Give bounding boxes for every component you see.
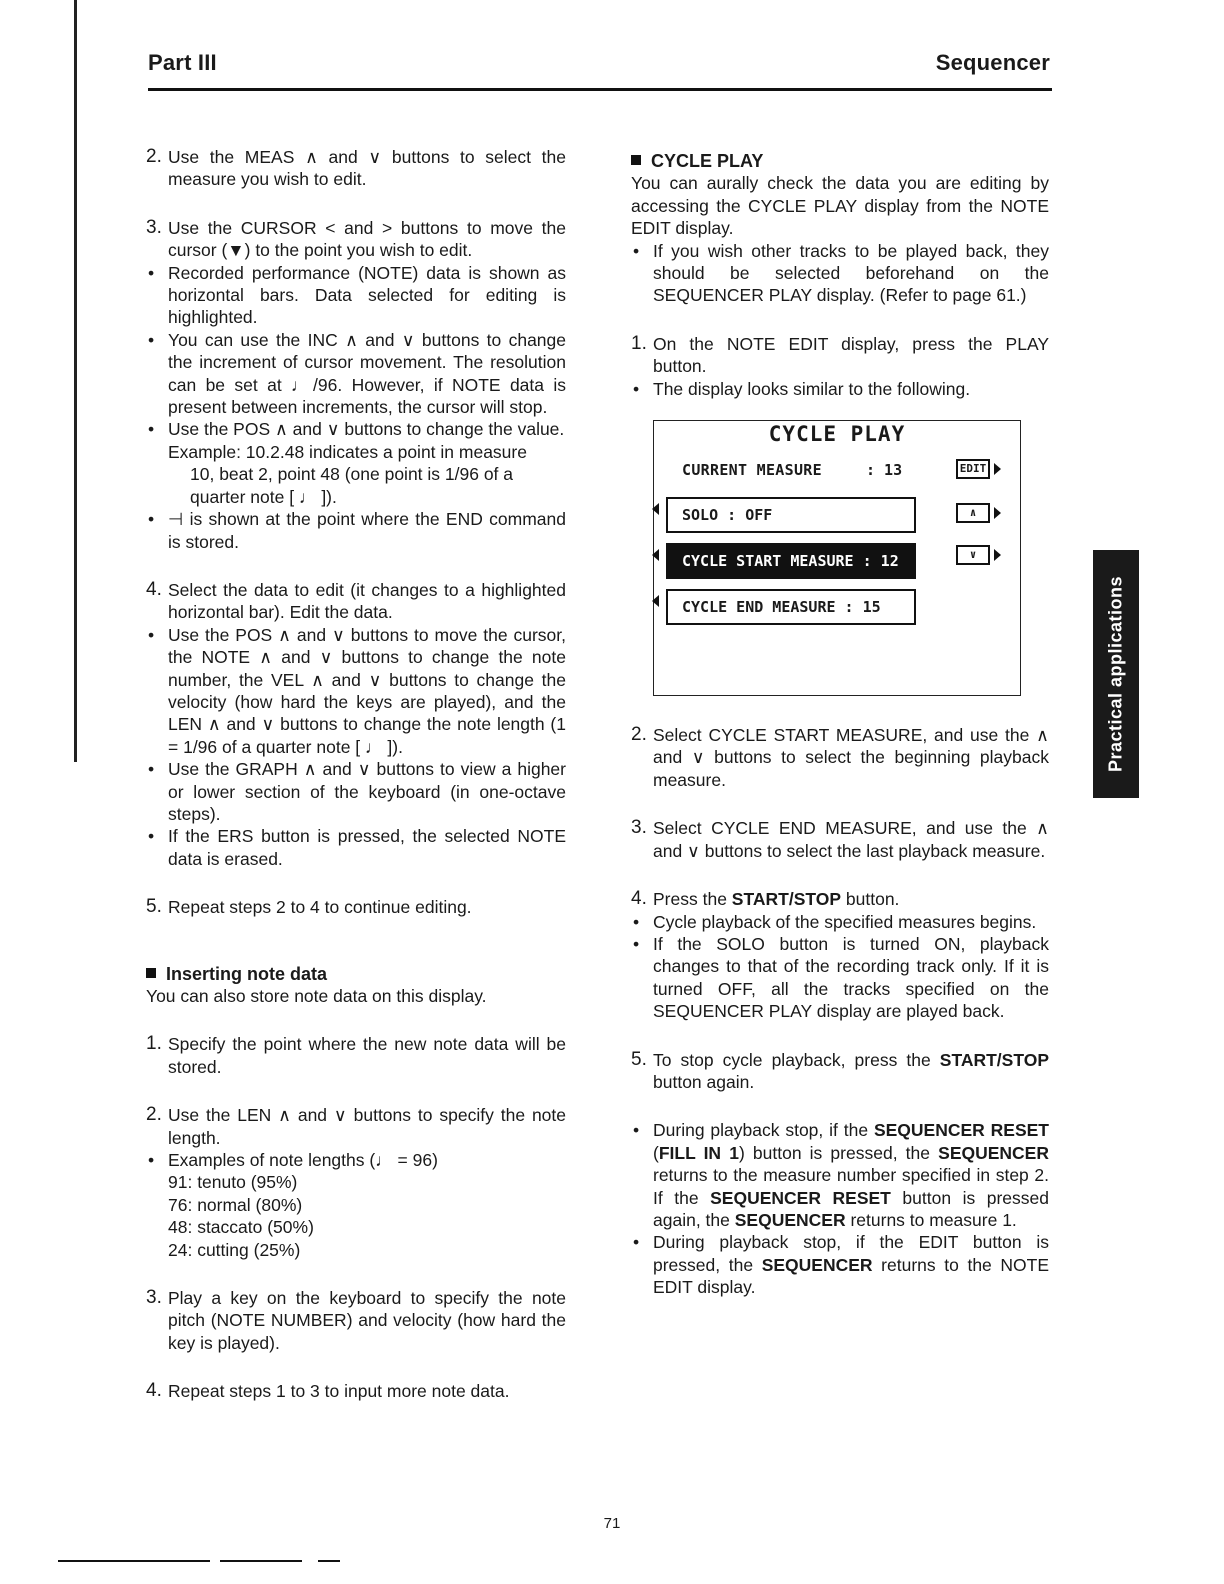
step-text: Use the MEAS ∧ and ∨ buttons to select the measure you wish to edit.: [168, 147, 566, 190]
step-number: 5.: [146, 896, 162, 918]
bullet-item: • If you wish other tracks to be played back, they should be selected beforehand on the SEQUENCER PLAY display. (Refer to page 61.): [633, 240, 1049, 306]
cycle-play-heading: CYCLE PLAY: [631, 150, 1049, 172]
step-text: Select CYCLE END MEASURE, and use the ∧ and ∨ buttons to select the last playback measure.: [653, 818, 1049, 861]
step-text: Select CYCLE START MEASURE, and use the ∧ and ∨ buttons to select the beginning playback measure.: [653, 725, 1049, 790]
cycle-step-3: [631, 817, 1049, 862]
cycle-start-field[interactable]: CYCLE START MEASURE : 12: [666, 543, 916, 579]
edit-button[interactable]: EDIT: [956, 459, 990, 479]
bullet-item: • If the SOLO button is turned ON, playback changes to that of the recording track only. If it is turned OFF, all the tracks specified on the SEQUENCER PLAY display are played back.: [633, 933, 1049, 1022]
step-4: [146, 579, 566, 624]
cycle-play-intro: You can aurally check the data you are editing by accessing the CYCLE PLAY display from the NOTE EDIT display.: [631, 173, 1049, 239]
page-header: [148, 48, 1052, 91]
bullet-item: • Use the POS ∧ and ∨ buttons to move the cursor, the NOTE ∧ and ∨ buttons to change the note number, the VEL ∧ and ∨ buttons to change the velocity (how hard the keys are played), and the LEN ∧ and ∨ buttons to change the note length (1 = 1/96 of a quarter note [ ♩ ]).: [148, 624, 566, 757]
right-column: [631, 146, 1049, 1299]
length-item: 76: normal (80%): [168, 1194, 303, 1215]
cycle-play-lcd: [653, 420, 1021, 696]
bullet-item: • Use the GRAPH ∧ and ∨ buttons to view a higher or lower section of the keyboard (in one-octave steps).: [148, 759, 566, 824]
length-item: 91: tenuto (95%): [168, 1172, 298, 1193]
step-text: On the NOTE EDIT display, press the PLAY button.: [653, 333, 1049, 377]
section-side-tab: [1093, 550, 1139, 798]
step-number: 1.: [146, 1033, 162, 1055]
step-number: 4.: [146, 578, 162, 600]
right-arrow-icon: [994, 463, 1001, 475]
solo-field[interactable]: SOLO : OFF: [666, 497, 916, 533]
step-number: 2.: [146, 1104, 162, 1126]
step-text: Repeat steps 1 to 3 to input more note data.: [168, 1381, 510, 1402]
insert-step-2: [146, 1104, 566, 1149]
footer-rule: [220, 1560, 302, 1562]
bullet-item: • Use the POS ∧ and ∨ buttons to change the value.: [148, 419, 565, 440]
bullet-item: • If the ERS button is pressed, the selected NOTE data is erased.: [148, 826, 566, 869]
step-number: 4.: [631, 888, 647, 910]
current-measure-label: CURRENT MEASURE: [682, 461, 822, 480]
step-text: Play a key on the keyboard to specify the note pitch (NOTE NUMBER) and velocity (how hard the key is played).: [168, 1288, 566, 1353]
step-number: 4.: [146, 1380, 162, 1402]
footer-rule: [58, 1560, 210, 1562]
cycle-step-4: 4. Press the START/STOP button.: [631, 888, 900, 910]
step-number: 2.: [146, 146, 162, 167]
step-number: 5.: [631, 1048, 647, 1070]
example-detail: 10, beat 2, point 48 (one point is 1/96 of a quarter note [ ♩ ]).: [190, 464, 514, 507]
length-item: 48: staccato (50%): [168, 1217, 314, 1238]
page-number: 71: [603, 1515, 621, 1532]
cycle-step-5: 5. To stop cycle playback, press the START/STOP button again.: [631, 1048, 1049, 1092]
step-5: [146, 896, 566, 918]
step-2: [146, 146, 566, 191]
current-measure-value: : 13: [866, 461, 903, 480]
cycle-step-1: [631, 333, 1049, 378]
cycle-step-2: [631, 724, 1049, 791]
step-number: 3.: [146, 1287, 162, 1309]
left-arrow-icon: [652, 549, 659, 561]
left-column: [146, 146, 566, 1429]
up-button[interactable]: ∧: [956, 503, 990, 523]
insert-step-3: [146, 1287, 566, 1354]
step-3: [146, 217, 566, 262]
bullet-item: • Cycle playback of the specified measures begins.: [633, 911, 1037, 932]
section-label: Sequencer: [935, 50, 1050, 75]
side-tab-label: Practical applications: [1105, 575, 1126, 773]
footer-rule: [318, 1560, 340, 1562]
step-text: Select the data to edit (it changes to a highlighted horizontal bar). Edit the data.: [168, 579, 566, 623]
inserting-heading: Inserting note data: [146, 963, 566, 985]
length-item: 24: cutting (25%): [168, 1239, 301, 1260]
bullet-item: • You can use the INC ∧ and ∨ buttons to change the increment of cursor movement. The resolution can be set at ♩/96. However, if NOTE data is present between increments, the cursor will stop.: [148, 329, 566, 418]
part-label: Part III: [148, 50, 217, 75]
bullet-item: • Recorded performance (NOTE) data is shown as horizontal bars. Data selected for editing is highlighted.: [148, 262, 566, 328]
lcd-title: CYCLE PLAY: [768, 422, 906, 447]
cycle-end-field[interactable]: CYCLE END MEASURE : 15: [666, 589, 916, 625]
step-number: 3.: [631, 817, 647, 839]
step-text: Use the CURSOR < and > buttons to move the cursor (▼) to the point you wish to edit.: [168, 217, 566, 261]
inserting-intro: You can also store note data on this display.: [146, 986, 487, 1006]
step-number: 2.: [631, 724, 647, 746]
step-number: 1.: [631, 332, 647, 354]
bullet-item: • ⊣ is shown at the point where the END command is stored.: [148, 509, 566, 552]
left-arrow-icon: [652, 595, 659, 607]
left-arrow-icon: [652, 503, 659, 515]
step-text: Use the LEN ∧ and ∨ buttons to specify the note length.: [168, 1105, 566, 1148]
bullet-item: • The display looks similar to the following.: [633, 378, 971, 399]
step-text: Repeat steps 2 to 4 to continue editing.: [168, 897, 472, 918]
insert-step-1: [146, 1033, 566, 1078]
example-line: Example: 10.2.48 indicates a point in measure: [168, 441, 527, 462]
bullet-item: • Examples of note lengths (♩ = 96): [148, 1150, 438, 1171]
step-text: Specify the point where the new note data will be stored.: [168, 1034, 566, 1077]
insert-step-4: [146, 1380, 566, 1402]
down-button[interactable]: ∨: [956, 545, 990, 565]
square-bullet-icon: [631, 155, 641, 165]
reset-note: • During playback stop, if the SEQUENCER RESET (FILL IN 1) button is pressed, the SEQUENCER returns to the measure number specified in step 2. If the SEQUENCER RESET button is pressed again, the SEQUENCER returns to measure 1.: [633, 1120, 1050, 1230]
binding-line: [74, 0, 77, 762]
right-arrow-icon: [994, 507, 1001, 519]
right-arrow-icon: [994, 549, 1001, 561]
edit-note: • During playback stop, if the EDIT button is pressed, the SEQUENCER returns to the NOTE EDIT display.: [633, 1232, 1050, 1298]
square-bullet-icon: [146, 968, 156, 978]
step-number: 3.: [146, 216, 162, 238]
